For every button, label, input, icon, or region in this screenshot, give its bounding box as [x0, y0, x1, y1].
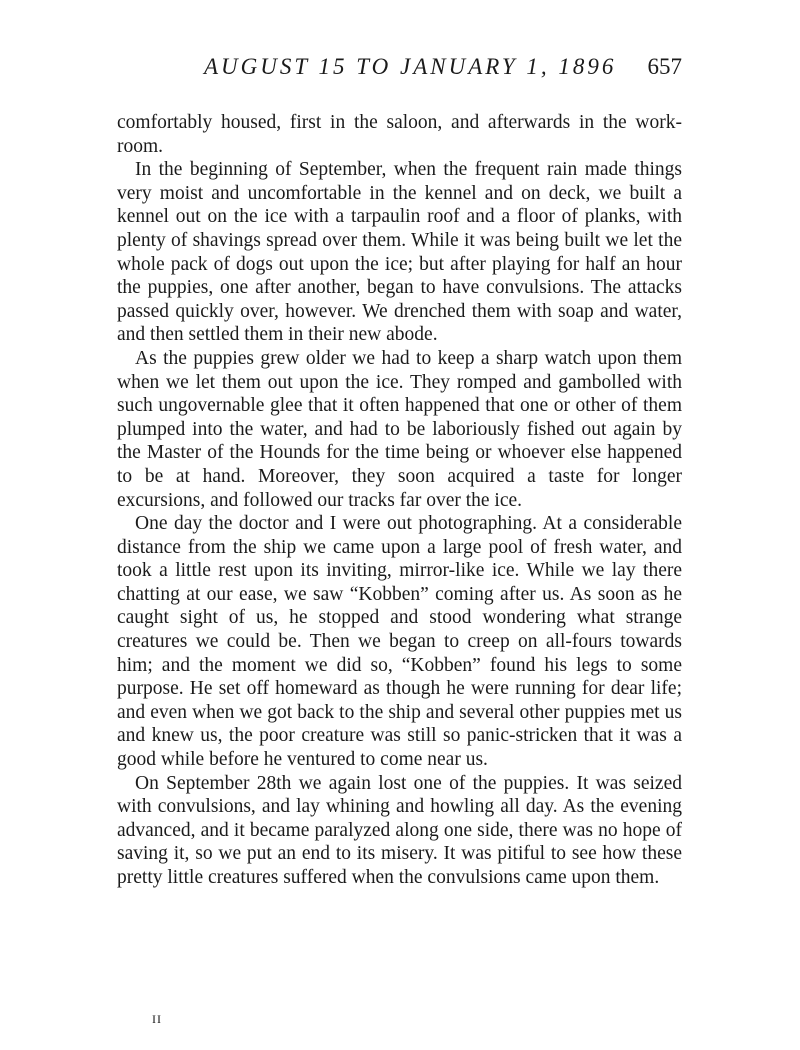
- signature-mark: II: [152, 1012, 162, 1026]
- running-head-title: AUGUST 15 TO JANUARY 1, 1896: [204, 54, 617, 79]
- paragraph-photographing: One day the doctor and I were out photographing. At a considerable distance from the ship we came upon a large pool of fresh water, and took a little rest upon its inviting, mirror-like ice. While we lay there chatting at our ease, we saw “Kobben” coming after us. As soon as he caught sight of us, he stopped and stood wondering what strange creatures we could be. Then we began to creep on all-fours towards him; and the moment we did so, “Kobben” found his legs to some purpose. He set off homeward as though he were running for dear life; and even when we got back to the ship and several other puppies met us and knew us, the poor creature was still so panic-stricken that it was a good while before he ventured to come near us.: [117, 513, 682, 771]
- paragraph-kennel: In the beginning of September, when the frequent rain made things very moist and uncomfortable in the kennel and on deck, we built a kennel out on the ice with a tarpaulin roof and a floor of planks, with plenty of shavings spread over them. While it was being built we let the whole pack of dogs out upon the ice; but after playing for half an hour the puppies, one after another, began to have convulsions. The attacks passed quickly over, however. We drenched them with soap and water, and then settled them in their new abode.: [117, 159, 682, 346]
- page-number: 657: [647, 54, 682, 79]
- paragraph-puppies-older: As the puppies grew older we had to keep a sharp watch upon them when we let them out upon the ice. They romped and gambolled with such ungovernable glee that it often happened that one or other of them plumped into the water, and had to be laboriously fished out again by the Master of the Hounds for the time being or whoever else happened to be at hand. Moreover, they soon acquired a taste for longer excursions, and followed our tracks far over the ice.: [117, 347, 682, 511]
- page-body: [117, 111, 682, 890]
- paragraph-september-28: On September 28th we again lost one of the puppies. It was seized with convulsions, and lay whining and howling all day. As the evening advanced, and it became paralyzed along one side, there was no hope of saving it, so we put an end to its misery. It was pitiful to see how these pretty little creatures suffered when the convulsions came upon them.: [117, 772, 682, 888]
- running-header: [0, 54, 800, 88]
- paragraph-continued: comfortably housed, first in the saloon, and afterwards in the work-room.: [117, 112, 682, 157]
